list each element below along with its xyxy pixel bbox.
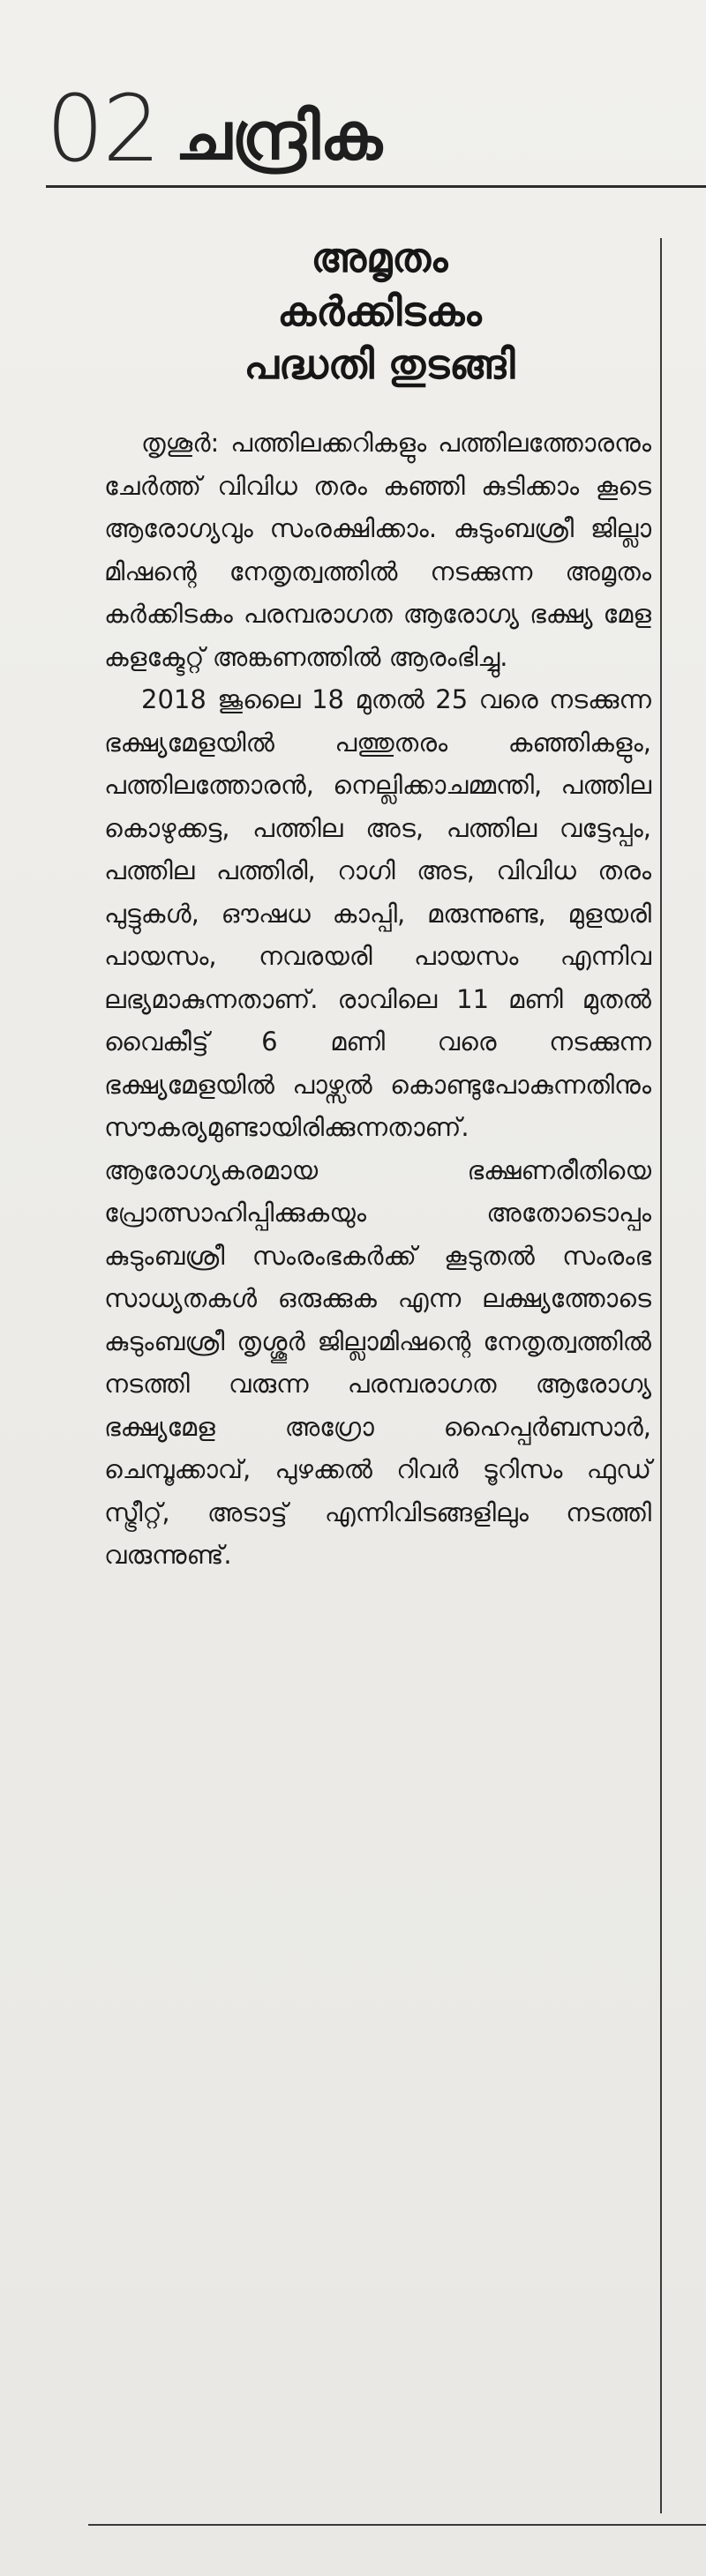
headline-line: അമൃതം [311,234,448,281]
footer-rule [88,2524,706,2526]
article-paragraph: 2018 ജൂലൈ 18 മുതൽ 25 വരെ നടക്കുന്ന ഭക്ഷ്യമേളയിൽ പത്തുതരം കഞ്ഞികളും, പത്തിലത്തോരൻ, നെല്ലിക്കാചമ്മന്തി, പത്തില കൊഴുക്കട്ട, പത്തില അട, പത്തില വട്ടേപ്പം, പത്തില പത്തിരി, റാഗി അട, വിവിധ തരം പുട്ടുകൾ, ഔഷധ കാപ്പി, മരുന്നുണ്ട, മുളയരി പായസം, നവരയരി പായസം എന്നിവ ലഭ്യമാകുന്നതാണ്. രാവിലെ 11 മണി മുതൽ വൈകീട്ട് 6 മണി വരെ നടക്കുന്ന ഭക്ഷ്യമേളയിൽ പാഴ്സൽ കൊണ്ടുപോകുന്നതിനും സൗകര്യമുണ്ടായിരിക്കുന്നതാണ്. ആരോഗ്യകരമായ ഭക്ഷണരീതിയെ പ്രോത്സാഹിപ്പിക്കുകയും അതോടൊപ്പം കുടുംബശ്രീ സംരംഭകർക്ക് കൂടുതൽ സംരംഭ സാധ്യതകൾ ഒരുക്കുക എന്ന ലക്ഷ്യത്തോടെ കുടുംബശ്രീ തൃശ്ശൂർ ജില്ലാമിഷന്റെ നേതൃത്വത്തിൽ നടത്തി വരുന്ന പരമ്പരാഗത ആരോഗ്യ ഭക്ഷ്യമേള അഗ്രോ ഹൈപ്പർബസാർ, ചെമ്പൂക്കാവ്, പുഴക്കൽ റിവർ ടൂറിസം ഫുഡ് സ്ട്രീറ്റ്, അടാട്ട് എന്നിവിടങ്ങളിലും നടത്തി വരുന്നുണ്ട്. [104,684,651,1570]
article-headline [115,231,644,392]
article-paragraph: തൃശൂർ: പത്തിലക്കറികളും പത്തിലത്തോരനും ചേർത്ത് വിവിധ തരം കഞ്ഞി കുടിക്കാം കൂടെ ആരോഗ്യവും സംരക്ഷിക്കാം. കുടുംബശ്രീ ജില്ലാ മിഷന്റെ നേതൃത്വത്തിൽ നടക്കുന്ന അമൃതം കർക്കിടകം പരമ്പരാഗത ആരോഗ്യ ഭക്ഷ്യ മേള കളക്ടേറ്റ് അങ്കണത്തിൽ ആരംഭിച്ചു. [104,428,651,672]
masthead-rule [46,185,706,188]
newspaper-name: ചന്ദ്രിക [175,99,383,175]
headline-line: പദ്ധതി തുടങ്ങി [244,340,515,389]
headline-line: കർക്കിടകം [277,287,482,335]
column-divider [660,238,662,2513]
page-number: 02 [46,75,160,183]
article-body [104,422,651,1577]
masthead [46,69,383,183]
